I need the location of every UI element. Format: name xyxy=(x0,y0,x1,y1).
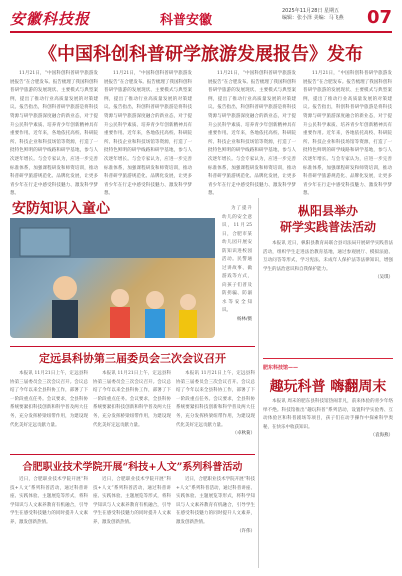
dateline xyxy=(282,8,344,22)
right-divider xyxy=(263,358,393,359)
main-story-text-2: 11月21日，“中国科创科普研学旅游发展报告”在合肥发布。报告梳理了我国科创科普研学旅游的发展现状、主要模式与典型案例，提出了推动行业高质量发展的对策建议。报告指出，科创科普研学旅游是将科技资源与研学旅游深度融合的新业态，对于提升公民科学素质、培养青少年创新精神具有重要作用。近年来，各地依托高校、科研院所、科技企业和科技场馆等资源，打造了一批特色鲜明的研学线路和研学基地，参与人次逐年增长。与会专家认为，应进一步完善标准体系，加强课程研发和师资培训，推动科普研学旅游规范化、品牌化发展，让更多青少年在行走中感受科技魅力、激发科学梦想。 xyxy=(104,71,192,197)
hefei-title: 合肥职业技术学院开展“科技+人文”系列科普活动 xyxy=(22,462,243,473)
association-author: （卓秋菊） xyxy=(232,431,255,437)
main-story-column-2 xyxy=(104,70,192,197)
page-number: 07 xyxy=(366,7,392,28)
photo-story-title: 安防知识入童心 xyxy=(12,201,110,217)
photo-illustration xyxy=(10,218,215,338)
hefei-column-3 xyxy=(176,476,255,570)
photo-caption xyxy=(222,205,252,340)
association-column-2 xyxy=(93,370,171,450)
photo-caption-text: 为了提升幼儿的安全意识，11月25日，合肥市某幼儿园开展安防知识进校园活动。民警通过讲故事、做游戏等方式，向孩子们普及防拐骗、防溺水等安全知识。 xyxy=(222,206,252,313)
newspaper-logo: 安徽科技报 xyxy=(10,10,91,28)
main-story-text-1: 11月21日，“中国科创科普研学旅游发展报告”在合肥发布。报告梳理了我国科创科普研学旅游的发展现状、主要模式与典型案例，提出了推动行业高质量发展的对策建议。报告指出，科创科普研学旅游是将科技资源与研学旅游深度融合的新业态，对于提升公民科学素质、培养青少年创新精神具有重要作用。近年来，各地依托高校、科研院所、科技企业和科技场馆等资源，打造了一批特色鲜明的研学线路和研学基地，参与人次逐年增长。与会专家认为，应进一步完善标准体系，加强课程研发和师资培训，推动科普研学旅游规范化、品牌化发展，让更多青少年在行走中感受科技魅力、激发科学梦想。 xyxy=(10,71,98,197)
section-title: 科普安徽 xyxy=(160,13,213,28)
association-title: 定远县科协第三届委员会三次会议召开 xyxy=(39,352,226,365)
editor-text: 编辑：张小泽 美编：马飞燕 xyxy=(282,15,344,21)
hefei-column-2 xyxy=(93,476,171,570)
hefei-text-3: 近日，合肥职业技术学院开展“科技+人文”系列科普活动，通过科普讲座、实践体验、主题展览等形式，将科学知识与人文素养教育有机融合，引导学生在感受科技魅力的同时提升人文素养，激发创新热情。 xyxy=(176,477,255,525)
museum-title: 趣玩科普 嗨翻周末 xyxy=(269,379,387,395)
hefei-text-2: 近日，合肥职业技术学院开展“科技+人文”系列科普活动，通过科普讲座、实践体验、主题展览等形式，将科学知识与人文素养教育有机融合，引导学生在感受科技魅力的同时提升人文素养，激发创新热情。 xyxy=(93,477,171,525)
main-story-text-4: 11月21日，“中国科创科普研学旅游发展报告”在合肥发布。报告梳理了我国科创科普研学旅游的发展现状、主要模式与典型案例，提出了推动行业高质量发展的对策建议。报告指出，科创科普研学旅游是将科技资源与研学旅游深度融合的新业态，对于提升公民科学素质、培养青少年创新精神具有重要作用。近年来，各地依托高校、科研院所、科技企业和科技场馆等资源，打造了一批特色鲜明的研学线路和研学基地，参与人次逐年增长。与会专家认为，应进一步完善标准体系，加强课程研发和师资培训，推动科普研学旅游规范化、品牌化发展，让更多青少年在行走中感受科技魅力、激发科学梦想。 xyxy=(303,71,392,197)
right-story-title-line-2: 研学实践普法活动 xyxy=(279,220,376,234)
association-text-1: 本报讯 11月21日上午，定远县科协第三届委员会三次会议召开。会议总结了今年以来全县科协工作，部署了下一阶段重点任务。会议要求，全县科协系统要紧扣科技创新和科学普及两大任务，充分发挥桥梁纽带作用，为建设现代化美好定远贡献力量。 xyxy=(10,371,88,428)
masthead xyxy=(10,8,392,28)
association-column-1 xyxy=(10,370,88,450)
main-story-column-1 xyxy=(10,70,98,197)
association-text-2: 本报讯 11月21日上午，定远县科协第三届委员会三次会议召开。会议总结了今年以来全县科协工作，部署了下一阶段重点任务。会议要求，全县科协系统要紧扣科技创新和科学普及两大任务，充分发挥桥梁纽带作用，为建设现代化美好定远贡献力量。 xyxy=(93,371,171,428)
date-text: 2025年11月28日 星期五 xyxy=(282,8,340,14)
section-divider-2 xyxy=(10,454,255,455)
association-column-3 xyxy=(176,370,255,450)
main-story-column-4 xyxy=(303,70,392,197)
hefei-author: （许伟） xyxy=(237,528,255,534)
kindergarten-photo xyxy=(10,218,215,338)
header-divider xyxy=(10,31,392,33)
right-story-title-line-1: 枞阳县举办 xyxy=(297,204,358,218)
museum-column xyxy=(263,398,393,568)
museum-text: 本报讯 周末的肥东县科技馆热闹非凡，前来体验的青少年络绎不绝。科技馆推出“趣玩科普”系列活动，设置科学实验秀、互动体验区和科普剧场等项目，孩子们在动手操作中探索科学奥秘，在快乐中收获知识。 xyxy=(263,399,393,430)
museum-tagline: 肥东科技馆—— xyxy=(263,365,299,371)
right-story-text: 本报讯 近日，枞阳县教育局联合县司法局开展研学实践普法活动，组织学生走进法治教育基地，通过参观展厅、模拟法庭、互动问答等形式，学习宪法、未成年人保护法等法律知识，增强学生的法治意识和自我保护能力。 xyxy=(263,241,393,272)
right-story-column xyxy=(263,240,393,360)
main-headline: 《中国科创科普研学旅游发展报告》发布 xyxy=(39,44,363,65)
right-story-author: （吴琪） xyxy=(375,275,393,281)
hefei-text-1: 近日，合肥职业技术学院开展“科技+人文”系列科普活动，通过科普讲座、实践体验、主题展览等形式，将科学知识与人文素养教育有机融合，引导学生在感受科技魅力的同时提升人文素养，激发创新热情。 xyxy=(10,477,88,525)
museum-author: （袁海燕） xyxy=(370,433,393,439)
section-divider xyxy=(10,346,255,347)
main-story-text-3: 11月21日，“中国科创科普研学旅游发展报告”在合肥发布。报告梳理了我国科创科普研学旅游的发展现状、主要模式与典型案例，提出了推动行业高质量发展的对策建议。报告指出，科创科普研学旅游是将科技资源与研学旅游深度融合的新业态，对于提升公民科学素质、培养青少年创新精神具有重要作用。近年来，各地依托高校、科研院所、科技企业和科技场馆等资源，打造了一批特色鲜明的研学线路和研学基地，参与人次逐年增长。与会专家认为，应进一步完善标准体系，加强课程研发和师资培训，推动科普研学旅游规范化、品牌化发展，让更多青少年在行走中感受科技魅力、激发科学梦想。 xyxy=(208,71,296,197)
association-text-3: 本报讯 11月21日上午，定远县科协第三届委员会三次会议召开。会议总结了今年以来全县科协工作，部署了下一阶段重点任务。会议要求，全县科协系统要紧扣科技创新和科学普及两大任务，充分发挥桥梁纽带作用，为建设现代化美好定远贡献力量。 xyxy=(176,371,255,428)
main-story-column-3 xyxy=(208,70,296,197)
hefei-column-1 xyxy=(10,476,88,570)
photo-credit: 杨林/摄 xyxy=(236,316,252,322)
column-divider xyxy=(258,198,259,568)
